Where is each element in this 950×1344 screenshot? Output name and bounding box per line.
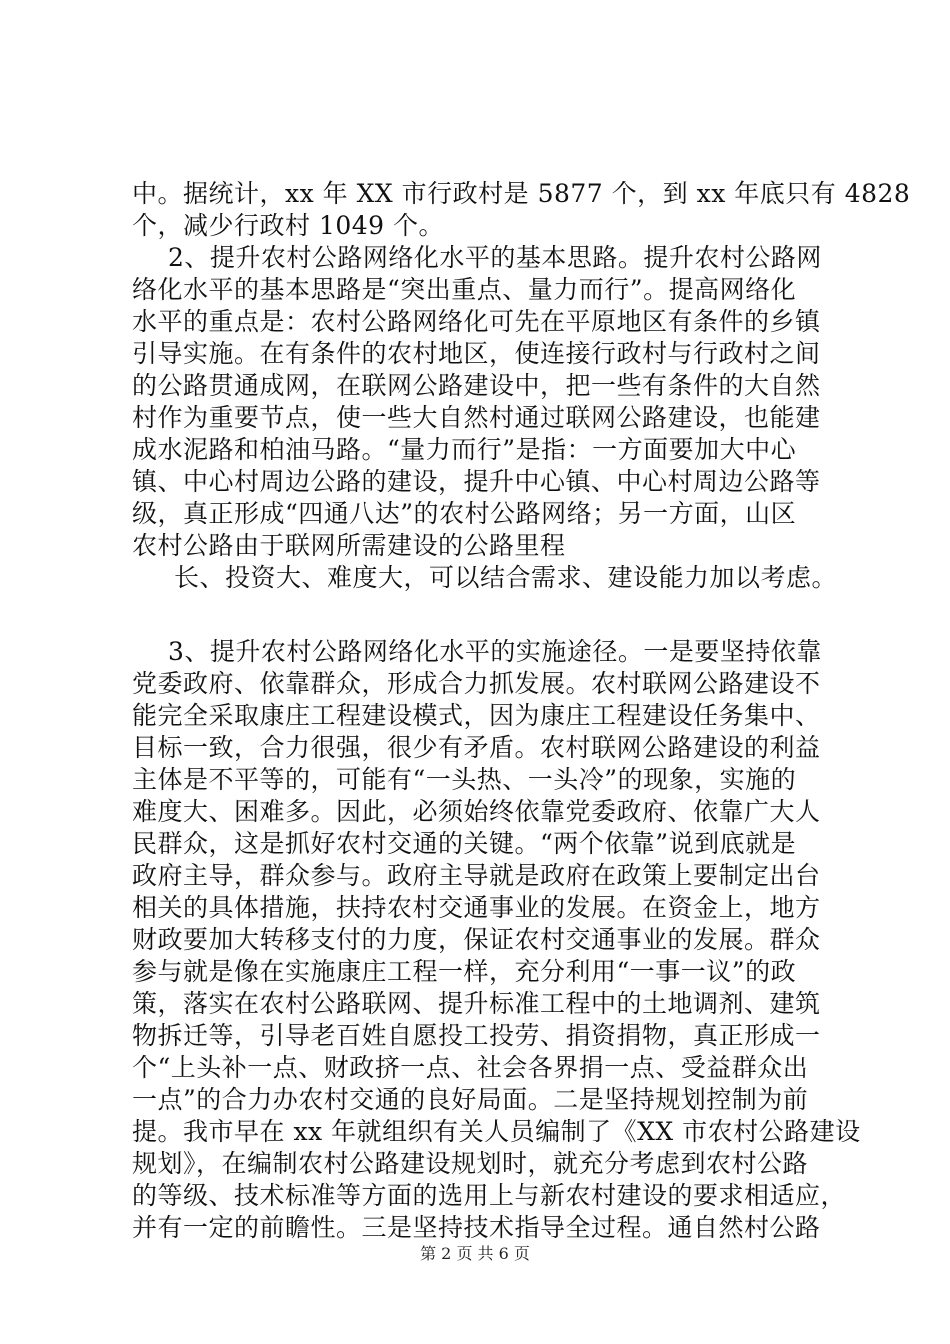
text-line: 党委政府、依靠群众，形成合力抓发展。农村联网公路建设不 xyxy=(132,669,821,698)
text-line: 中。据统计，xx 年 XX 市行政村是 5877 个，到 xx 年底只有 4828 xyxy=(132,179,911,208)
text-line: 相关的具体措施，扶持农村交通事业的发展。在资金上，地方 xyxy=(132,893,821,922)
text-line: 级，真正形成“四通八达”的农村公路网络；另一方面，山区 xyxy=(132,499,797,528)
text-line: 参与就是像在实施康庄工程一样，充分利用“一事一议”的政 xyxy=(132,957,797,986)
text-line: 策，落实在农村公路联网、提升标准工程中的土地调剂、建筑 xyxy=(132,989,821,1018)
text-line: 个“上头补一点、财政挤一点、社会各界捐一点、受益群众出 xyxy=(132,1053,809,1082)
text-line: 水平的重点是：农村公路网络化可先在平原地区有条件的乡镇 xyxy=(132,307,821,336)
text-line: 村作为重要节点，使一些大自然村通过联网公路建设，也能建 xyxy=(132,403,821,432)
text-line: 难度大、困难多。因此，必须始终依靠党委政府、依靠广大人 xyxy=(132,797,821,826)
text-line: 一点”的合力办农村交通的良好局面。二是坚持规划控制为前 xyxy=(132,1085,809,1114)
paragraph-3-start: 3、提升农村公路网络化水平的实施途径。一是要坚持依靠 xyxy=(168,637,822,666)
text-line: 并有一定的前瞻性。三是坚持技术指导全过程。通自然村公路 xyxy=(132,1213,821,1242)
text-line: 引导实施。在有条件的农村地区，使连接行政村与行政村之间 xyxy=(132,339,821,368)
text-line: 的公路贯通成网，在联网公路建设中，把一些有条件的大自然 xyxy=(132,371,821,400)
text-line: 成水泥路和柏油马路。“量力而行”是指：一方面要加大中心 xyxy=(132,435,797,464)
paragraph-2-start: 2、提升农村公路网络化水平的基本思路。提升农村公路网 xyxy=(168,243,822,272)
text-line: 财政要加大转移支付的力度，保证农村交通事业的发展。群众 xyxy=(132,925,821,954)
text-line: 主体是不平等的，可能有“一头热、一头冷”的现象，实施的 xyxy=(132,765,797,794)
text-line: 能完全采取康庄工程建设模式，因为康庄工程建设任务集中、 xyxy=(132,701,821,730)
text-line: 民群众，这是抓好农村交通的关键。“两个依靠”说到底就是 xyxy=(132,829,797,858)
text-line: 农村公路由于联网所需建设的公路里程 xyxy=(132,531,566,560)
text-line: 的等级、技术标准等方面的选用上与新农村建设的要求相适应， xyxy=(132,1181,847,1210)
text-line: 物拆迁等，引导老百姓自愿投工投劳、捐资捐物，真正形成一 xyxy=(132,1021,821,1050)
text-line: 个，减少行政村 1049 个。 xyxy=(132,211,445,240)
text-line: 政府主导，群众参与。政府主导就是政府在政策上要制定出台 xyxy=(132,861,821,890)
text-line: 目标一致，合力很强，很少有矛盾。农村联网公路建设的利益 xyxy=(132,733,821,762)
text-line: 镇、中心村周边公路的建设，提升中心镇、中心村周边公路等 xyxy=(132,467,821,496)
text-line: 提。我市早在 xx 年就组织有关人员编制了《XX 市农村公路建设 xyxy=(132,1117,861,1146)
page-footer: 第 2 页 共 6 页 xyxy=(420,1244,530,1263)
text-line: 络化水平的基本思路是“突出重点、量力而行”。提高网络化 xyxy=(132,275,797,304)
text-line: 长、投资大、难度大，可以结合需求、建设能力加以考虑。 xyxy=(174,563,838,592)
text-line: 规划》，在编制农村公路建设规划时，就充分考虑到农村公路 xyxy=(132,1149,809,1178)
